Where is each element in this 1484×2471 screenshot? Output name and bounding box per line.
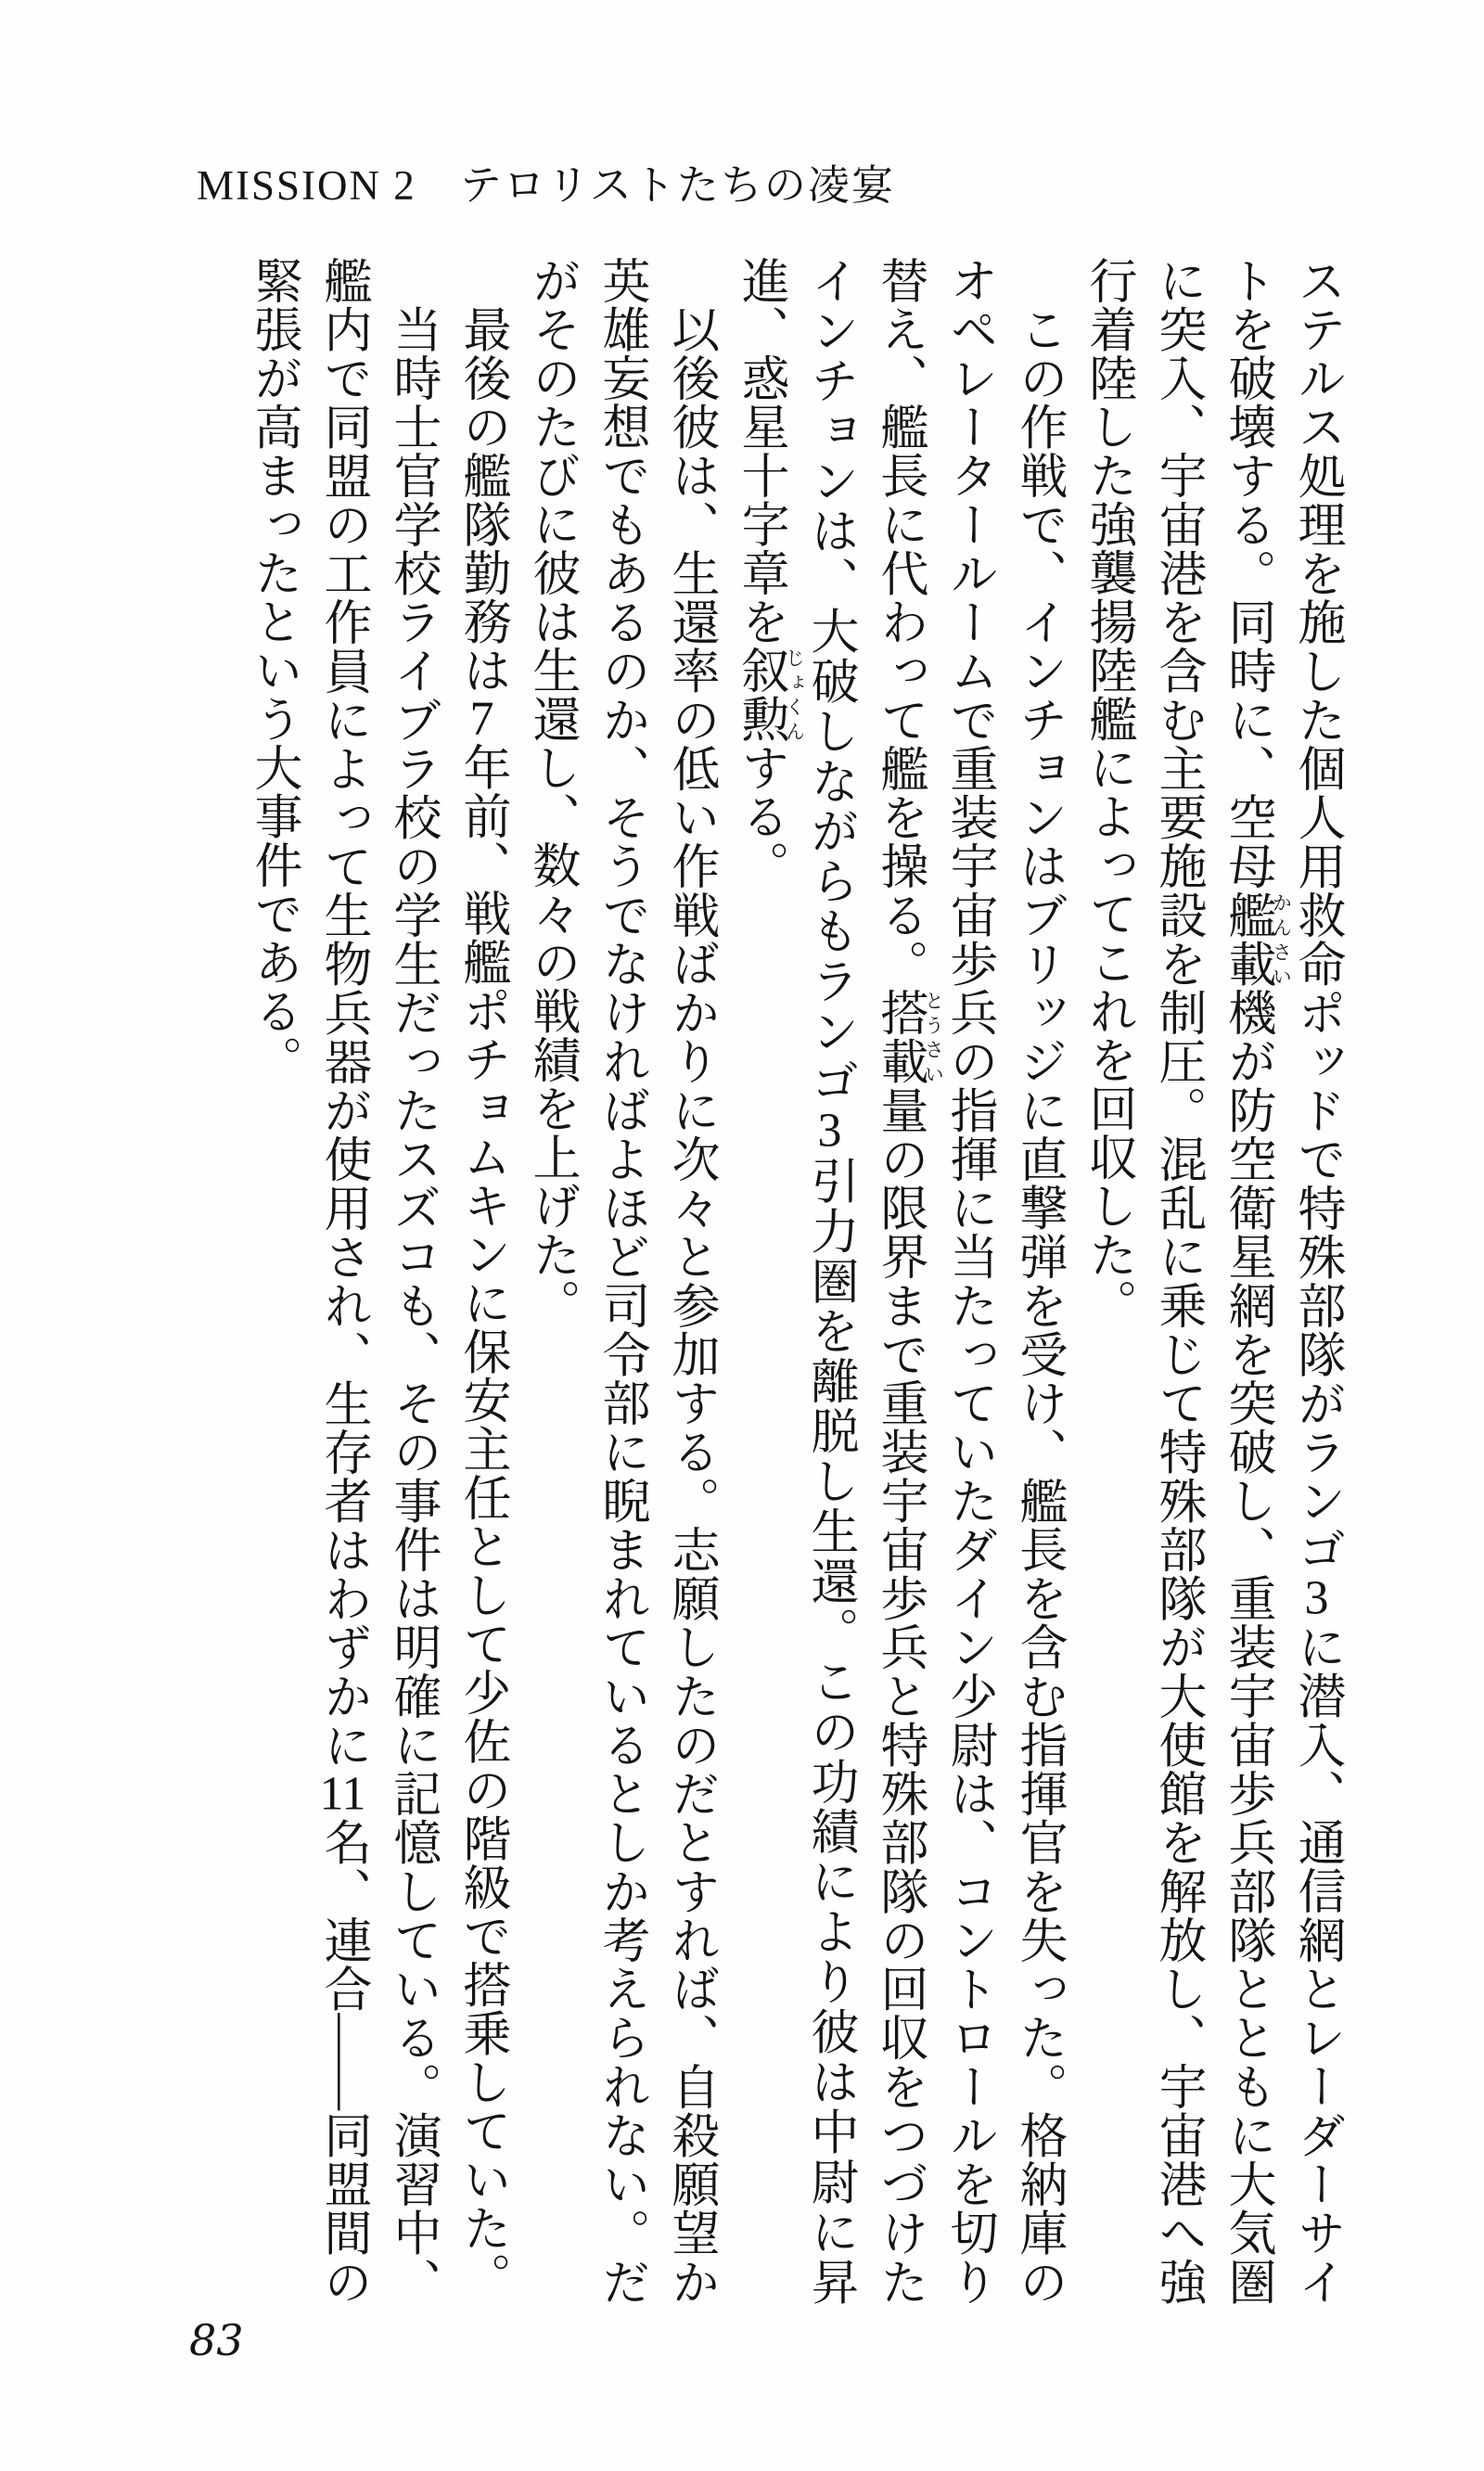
ruby-term: 艦載かんさい <box>1221 890 1293 989</box>
chapter-header: MISSION 2 テロリストたちの凌宴 <box>197 162 895 209</box>
paragraph: この作戦で、インチョンはブリッジに直撃弾を受け、艦長を含む指揮官を失った。格納庫のオペレータールームで重装宇宙歩兵の指揮に当たっていたダイン少尉は、コントロールを切り替え、艦長に代わって艦を操る。搭載とうさい量の限界まで重装宇宙歩兵と特殊部隊の回収をつづけたインチョンは、大破しながらもランゴ3引力圏を離脱し生還。この功績により彼は中尉に昇進、惑星十字章を叙勲じょくんする。 <box>734 256 1065 2307</box>
horizontal-in-vertical-number: 3 <box>1304 1574 1329 1623</box>
horizontal-in-vertical-number: 7 <box>469 694 494 743</box>
paragraph: 以後彼は、生還率の低い作戦ばかりに次々と参加する。志願したのだとすれば、自殺願望か英雄妄想でもあるのか、そうでなければよほど司令部に睨まれているとしか考えられない。だがそのたびに彼は生還し、数々の戦績を上げた。 <box>525 256 717 2306</box>
ruby-term: 搭載とうさい <box>873 988 945 1086</box>
paragraph: 当時士官学校ライブラ校の学生だったスズコも、その事件は明確に記憶している。演習中、艦内で同盟の工作員によって生物兵器が使用され、生存者はわずかに11名、連合――同盟間の緊張が高まったという大事件である。 <box>247 256 439 2306</box>
horizontal-in-vertical-number: 11 <box>319 1769 366 1818</box>
ruby-term: 叙勲じょくん <box>734 646 806 743</box>
body-text <box>238 256 1351 2306</box>
page-number: 83 <box>189 2315 244 2365</box>
paragraph: ステルス処理を施した個人用救命ポッドで特殊部隊がランゴ3に潜入、通信網とレーダーサイトを破壊する。同時に、空母艦載かんさい機が防空衛星網を突破し、重装宇宙歩兵部隊とともに大気圏に突入、宇宙港を含む主要施設を制圧。混乱に乗じて特殊部隊が大使館を解放し、宇宙港へ強行着陸した強襲揚陸艦によってこれを回収した。 <box>1081 256 1343 2307</box>
horizontal-in-vertical-number: 3 <box>817 1107 842 1156</box>
paragraph: 最後の艦隊勤務は7年前、戦艦ポチョムキンに保安主任として少佐の階級で搭乗していた。 <box>455 256 508 2301</box>
